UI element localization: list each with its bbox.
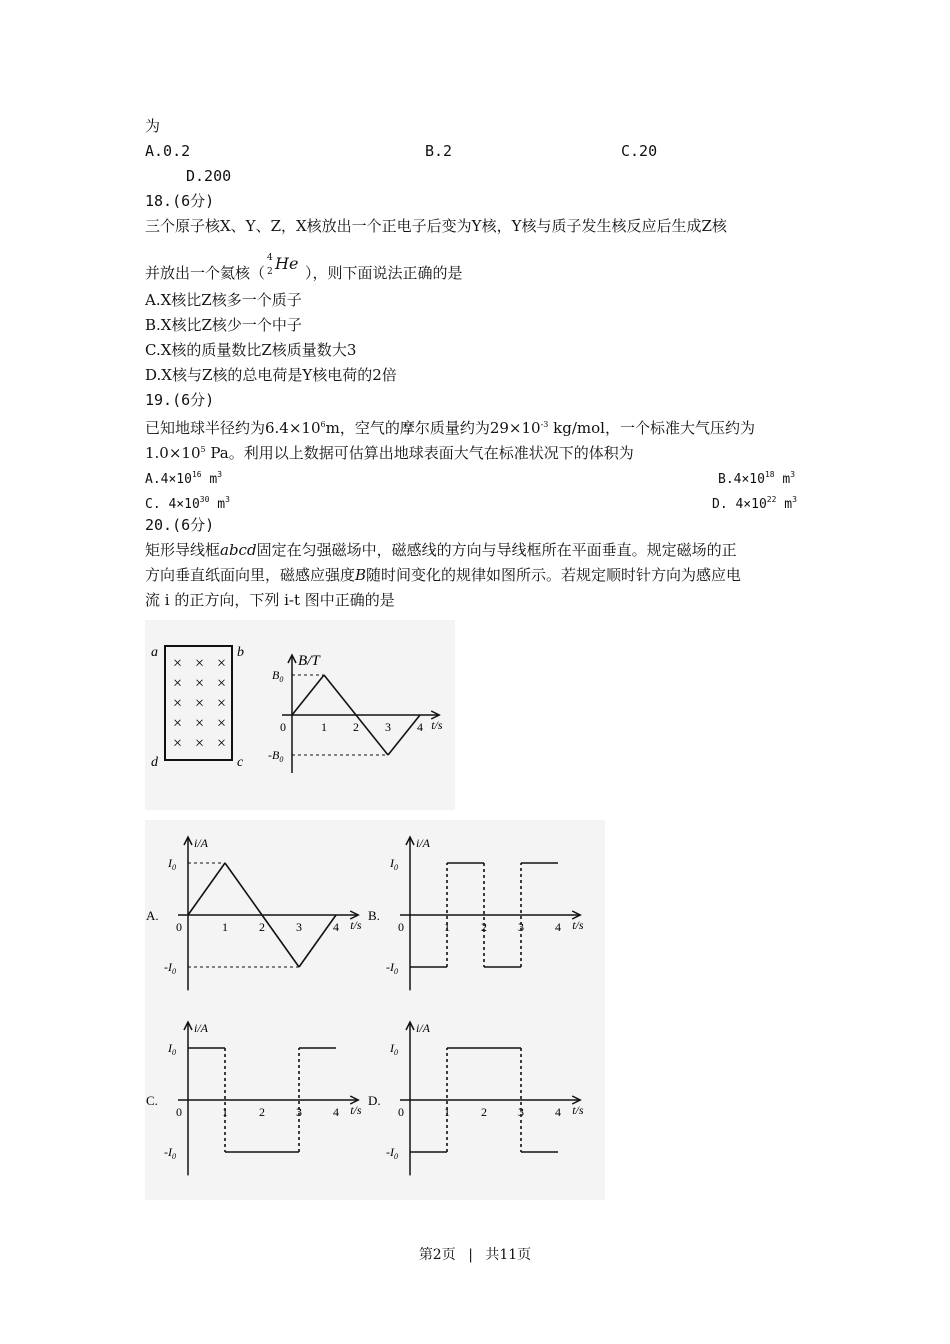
q17-tail: 为 xyxy=(145,117,161,135)
footer-sep: | xyxy=(468,1247,473,1263)
he-symbol: He xyxy=(275,254,299,273)
q19-c-unit: m xyxy=(209,497,226,512)
field-cross: × xyxy=(195,655,205,672)
x-tick-label: 0 xyxy=(176,1105,182,1119)
positive-level-label: $B_0$ xyxy=(272,668,284,684)
q18-header: 18.(6分) xyxy=(145,192,215,210)
magnetic-field-crosses xyxy=(173,655,226,752)
option-label: B. xyxy=(368,908,380,923)
y-axis-label: i/A xyxy=(194,836,208,850)
y-axis-label: i/A xyxy=(416,1021,430,1035)
x-tick-label: 0 xyxy=(280,720,286,734)
q19-d-unit: m xyxy=(776,497,793,512)
x-tick-label: 1 xyxy=(444,920,450,934)
options-bg xyxy=(145,820,605,1200)
q18-option-b: B.X核比Z核少一个中子 xyxy=(145,316,302,334)
x-tick-label: 4 xyxy=(417,720,423,734)
helium-nuclide xyxy=(265,253,305,278)
q18-stem-pre: 并放出一个氦核（ xyxy=(145,264,266,282)
q19-header: 19.(6分) xyxy=(145,391,215,409)
frame-label-a: a xyxy=(151,645,158,660)
field-cross: × xyxy=(173,735,183,752)
q20-var-abcd: abcd xyxy=(220,541,257,559)
x-tick-label: 4 xyxy=(333,920,339,934)
q17-option-b: B.2 xyxy=(425,142,453,160)
q19-line1-c: kg/mol，一个标准大气压约为 xyxy=(548,419,755,437)
q19-a-unit: m xyxy=(201,472,218,487)
q19-option-c xyxy=(145,490,230,515)
q19-a-exp: 16 xyxy=(191,470,202,479)
negative-level-label: $-I_0$ xyxy=(164,1145,176,1161)
x-tick-label: 0 xyxy=(398,920,404,934)
option-label: C. xyxy=(146,1093,158,1108)
q19-b-unit: m xyxy=(774,472,791,487)
q19-c-base: C. 4×10 xyxy=(145,497,200,512)
positive-level-label: $I_0$ xyxy=(390,1041,398,1057)
q20-line1-a: 矩形导线框 xyxy=(145,541,221,559)
q20-line1 xyxy=(145,540,737,560)
q19-option-b xyxy=(718,465,795,490)
option-label: D. xyxy=(368,1093,381,1108)
q19-exp3: 5 xyxy=(200,445,206,454)
q19-exp2: -3 xyxy=(540,420,549,429)
x-axis-label: t/s xyxy=(350,1103,362,1117)
negative-level-label: $-I_0$ xyxy=(386,960,398,976)
x-tick-label: 0 xyxy=(176,920,182,934)
q19-option-a xyxy=(145,465,222,490)
x-tick-label: 1 xyxy=(321,720,327,734)
q19-d-base: D. 4×10 xyxy=(712,497,767,512)
q19-line2-a: 1.0×10 xyxy=(145,444,201,462)
q19-line1-a: 已知地球半径约为6.4×10 xyxy=(145,419,321,437)
q19-option-d xyxy=(712,490,797,515)
x-tick-label: 0 xyxy=(398,1105,404,1119)
q20-line2-b: 随时间变化的规律如图所示。若规定顺时针方向为感应电 xyxy=(366,566,742,584)
q19-a-base: A.4×10 xyxy=(145,472,192,487)
q19-b-exp: 18 xyxy=(764,470,775,479)
frame-label-c: c xyxy=(237,755,244,770)
x-tick-label: 2 xyxy=(481,920,487,934)
x-tick-label: 2 xyxy=(481,1105,487,1119)
x-tick-label: 2 xyxy=(259,1105,265,1119)
x-axis-label: t/s xyxy=(350,918,362,932)
footer-total: 共11页 xyxy=(485,1247,532,1263)
q19-line1 xyxy=(145,415,755,438)
y-axis-label: i/A xyxy=(194,1021,208,1035)
q20-line1-b: 固定在匀强磁场中，磁感线的方向与导线框所在平面垂直。规定磁场的正 xyxy=(256,541,737,559)
positive-level-label: $I_0$ xyxy=(168,856,176,872)
field-cross: × xyxy=(217,655,227,672)
q20-option-graphs xyxy=(145,820,605,1200)
q19-line2 xyxy=(145,440,634,463)
q18-option-c: C.X核的质量数比Z核质量数大3 xyxy=(145,341,357,359)
q17-option-a: A.0.2 xyxy=(145,142,191,160)
he-mass-number: 4 xyxy=(267,253,273,263)
positive-level-label: $I_0$ xyxy=(390,856,398,872)
field-cross: × xyxy=(195,735,205,752)
q18-stem-line2 xyxy=(145,253,463,283)
q17-option-d: D.200 xyxy=(186,167,232,185)
x-tick-label: 3 xyxy=(518,920,524,934)
x-axis-label: t/s xyxy=(572,1103,584,1117)
x-tick-label: 4 xyxy=(555,920,561,934)
x-axis-label: t/s xyxy=(431,718,443,732)
x-tick-label: 2 xyxy=(259,920,265,934)
negative-level-label: $-I_0$ xyxy=(164,960,176,976)
q18-option-a: A.X核比Z核多一个质子 xyxy=(145,291,302,309)
page-footer xyxy=(0,1244,950,1264)
x-tick-label: 1 xyxy=(222,920,228,934)
frame-label-d: d xyxy=(151,755,158,770)
q20-var-b: B xyxy=(355,566,367,584)
q19-b-base: B.4×10 xyxy=(718,472,765,487)
field-cross: × xyxy=(217,675,227,692)
q20-figure-top xyxy=(145,620,455,810)
x-tick-label: 4 xyxy=(333,1105,339,1119)
x-tick-label: 1 xyxy=(444,1105,450,1119)
field-cross: × xyxy=(173,655,183,672)
field-cross: × xyxy=(217,735,227,752)
x-tick-label: 2 xyxy=(353,720,359,734)
negative-level-label: $-B_0$ xyxy=(268,748,284,764)
field-cross: × xyxy=(173,715,183,732)
field-cross: × xyxy=(195,715,205,732)
x-tick-label: 3 xyxy=(296,1105,302,1119)
q20-line2 xyxy=(145,565,741,585)
q18-stem-post: ），则下面说法正确的是 xyxy=(305,264,463,282)
negative-level-label: $-I_0$ xyxy=(386,1145,398,1161)
frame-label-b: b xyxy=(237,645,244,660)
q20-line3: 流 i 的正方向，下列 i-t 图中正确的是 xyxy=(145,591,395,609)
field-cross: × xyxy=(195,675,205,692)
option-label: A. xyxy=(146,908,159,923)
x-tick-label: 4 xyxy=(555,1105,561,1119)
q20-line2-a: 方向垂直纸面向里，磁感应强度 xyxy=(145,566,356,584)
q20-header: 20.(6分) xyxy=(145,516,215,534)
field-cross: × xyxy=(173,695,183,712)
field-cross: × xyxy=(173,675,183,692)
q17-option-c: C.20 xyxy=(621,142,658,160)
field-cross: × xyxy=(195,695,205,712)
q19-d-exp: 22 xyxy=(766,495,777,504)
y-axis-label: i/A xyxy=(416,836,430,850)
q18-stem-line1: 三个原子核X、Y、Z，X核放出一个正电子后变为Y核，Y核与质子发生核反应后生成Z核 xyxy=(145,217,727,235)
x-tick-label: 3 xyxy=(385,720,391,734)
x-tick-label: 3 xyxy=(518,1105,524,1119)
field-cross: × xyxy=(217,715,227,732)
x-tick-label: 3 xyxy=(296,920,302,934)
positive-level-label: $I_0$ xyxy=(168,1041,176,1057)
q19-line2-b: Pa。利用以上数据可估算出地球表面大气在标准状况下的体积为 xyxy=(205,444,634,462)
q19-a-unit-exp: 3 xyxy=(217,470,223,479)
x-axis-label: t/s xyxy=(572,918,584,932)
q18-option-d: D.X核与Z核的总电荷是Y核电荷的2倍 xyxy=(145,366,397,384)
q19-line1-b: m，空气的摩尔质量约为29×10 xyxy=(325,419,541,437)
q19-b-unit-exp: 3 xyxy=(790,470,796,479)
q19-exp1: 6 xyxy=(320,420,326,429)
x-tick-label: 1 xyxy=(222,1105,228,1119)
y-axis-label: B/T xyxy=(298,653,320,669)
q19-c-unit-exp: 3 xyxy=(225,495,230,504)
he-atomic-number: 2 xyxy=(267,267,273,277)
q19-c-exp: 30 xyxy=(199,495,210,504)
footer-page: 第2页 xyxy=(418,1247,456,1263)
field-cross: × xyxy=(217,695,227,712)
q19-d-unit-exp: 3 xyxy=(792,495,797,504)
